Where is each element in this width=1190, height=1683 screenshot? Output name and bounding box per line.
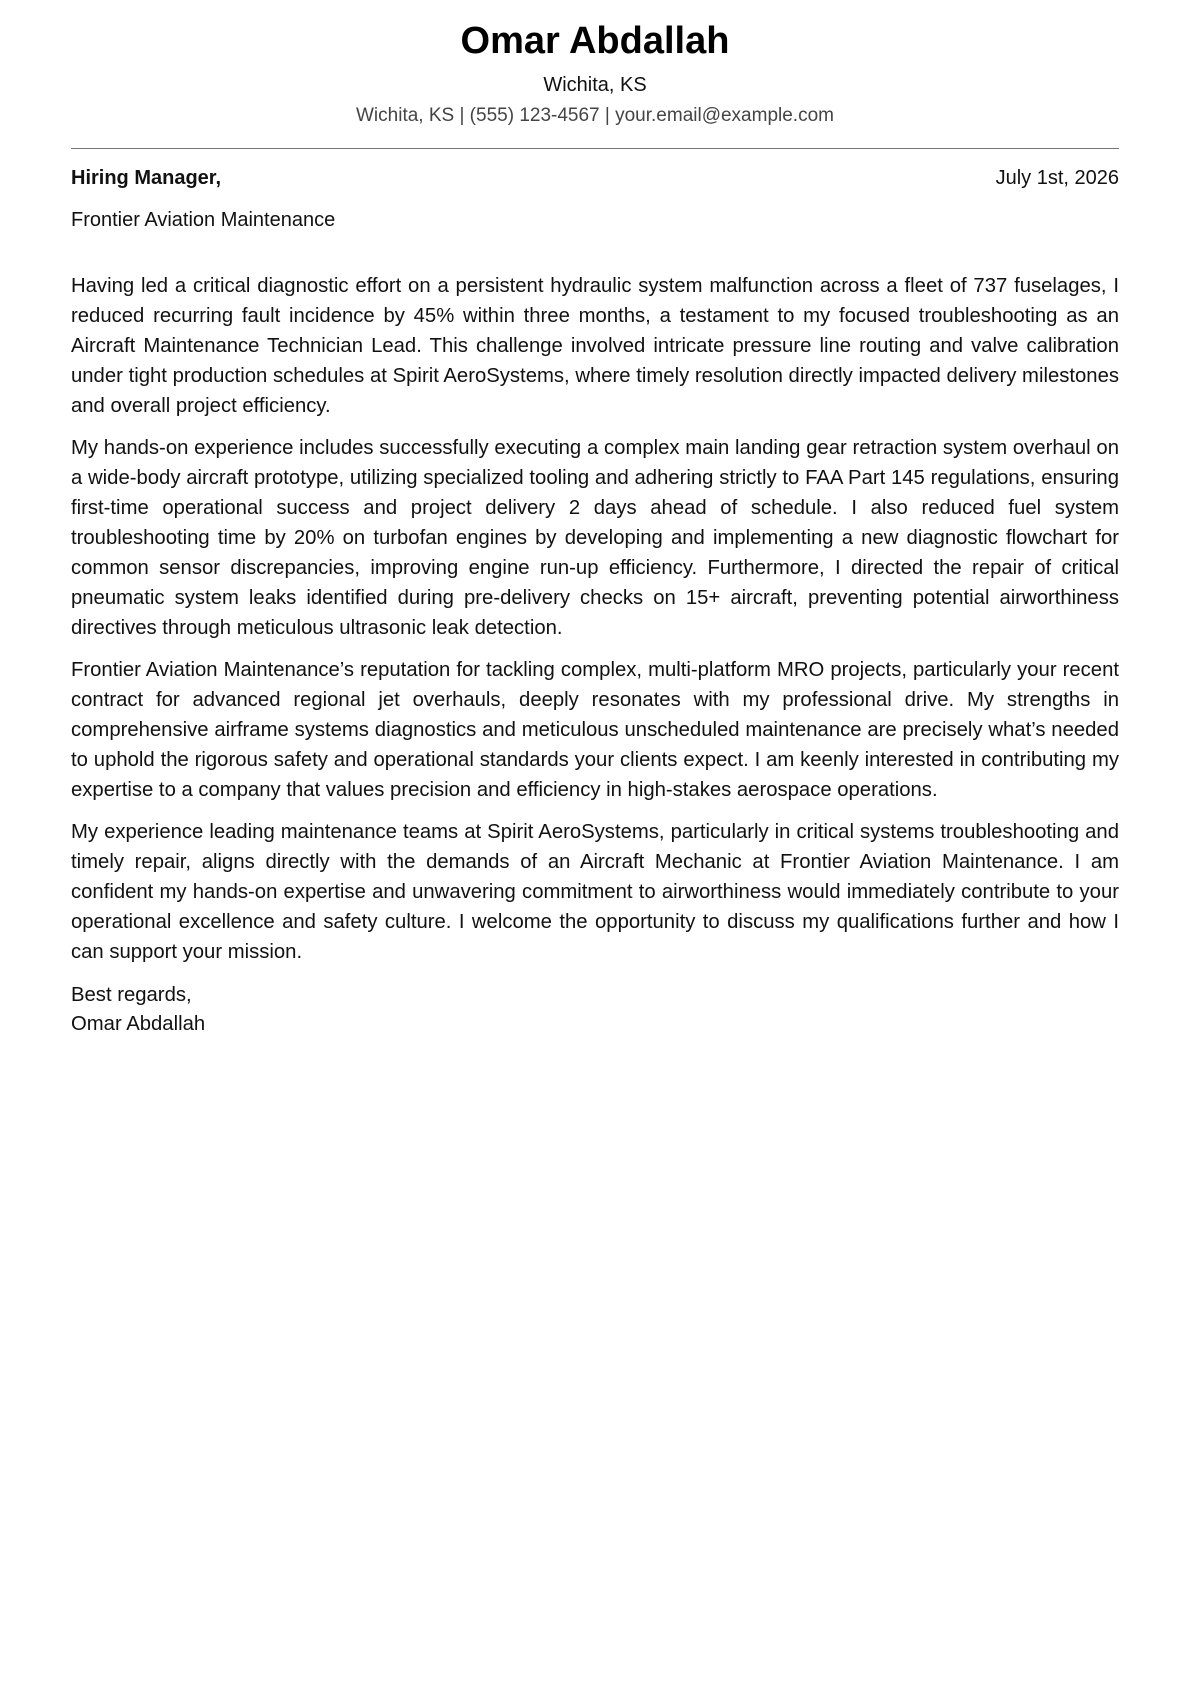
body-paragraph: Having led a critical diagnostic effort on a persistent hydraulic system malfunction across a fleet of 737 fuselages, I reduced recurring fault incidence by 45% within three months, a testament to my focused troubleshooting as an Aircraft Maintenance Technician Lead. This challenge involved intricate pressure line routing and valve calibration under tight production schedules at Spirit AeroSystems, where timely resolution directly impacted delivery milestones and overall project efficiency.	[71, 275, 1119, 417]
applicant-name: Omar Abdallah	[460, 20, 730, 62]
header-divider	[71, 148, 1119, 149]
letter-body	[71, 271, 1119, 967]
letter-header	[71, 0, 1119, 129]
signature-name: Omar Abdallah	[71, 1013, 206, 1035]
letter-closing-block	[71, 981, 1119, 1039]
body-paragraph: Frontier Aviation Maintenance’s reputation for tackling complex, multi-platform MRO projects, particularly your recent contract for advanced regional jet overhauls, deeply resonates with my professional drive. My strengths in comprehensive airframe systems diagnostics and meticulous unscheduled maintenance are precisely what’s needed to uphold the rigorous safety and operational standards your clients expect. I am keenly interested in contributing my expertise to a company that values precision and efficiency in high-stakes aerospace operations.	[71, 659, 1119, 801]
applicant-location: Wichita, KS	[543, 74, 647, 96]
letter-date: July 1st, 2026	[995, 167, 1119, 189]
recipient-company: Frontier Aviation Maintenance	[71, 209, 336, 231]
recipient-date-row	[71, 165, 1119, 191]
closing-phrase: Best regards,	[71, 984, 192, 1006]
body-paragraph: My experience leading maintenance teams at Spirit AeroSystems, particularly in critical systems troubleshooting and timely repair, aligns directly with the demands of an Aircraft Mechanic at Frontier Aviation Maintenance. I am confident my hands-on expertise and unwavering commitment to airworthiness would immediately contribute to your operational excellence and safety culture. I welcome the opportunity to discuss my qualifications further and how I can support your mission.	[71, 821, 1119, 963]
body-paragraph: My hands-on experience includes successfully executing a complex main landing gear retraction system overhaul on a wide-body aircraft prototype, utilizing specialized tooling and adhering strictly to FAA Part 145 regulations, ensuring first-time operational success and project delivery 2 days ahead of schedule. I also reduced fuel system troubleshooting time by 20% on turbofan engines by developing and implementing a new diagnostic flowchart for common sensor discrepancies, improving engine run-up efficiency. Furthermore, I directed the repair of critical pneumatic system leaks identified during pre-delivery checks on 15+ aircraft, preventing potential airworthiness directives through meticulous ultrasonic leak detection.	[71, 437, 1119, 639]
recipient-salutation: Hiring Manager,	[71, 167, 222, 189]
contact-line: Wichita, KS | (555) 123-4567 | your.email@example.com	[356, 105, 834, 126]
